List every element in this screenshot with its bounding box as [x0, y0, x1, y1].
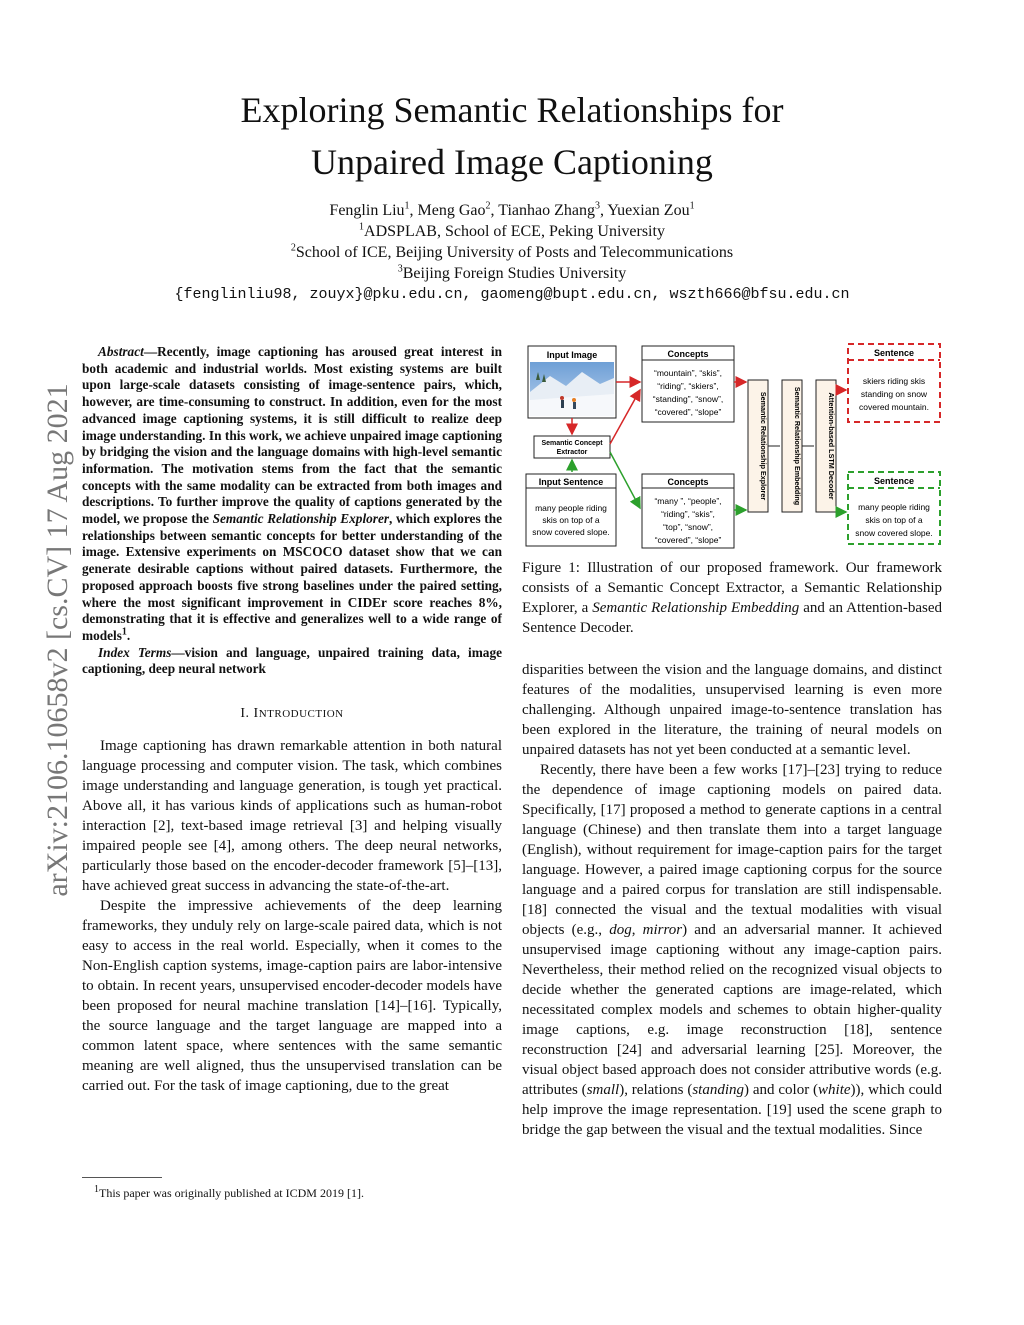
abstract-label: Abstract: [98, 344, 144, 359]
abstract: [82, 344, 502, 645]
index-terms-label: Index Terms: [98, 644, 172, 660]
input-sentence-line: snow covered slope.: [532, 527, 610, 537]
affiliation-text: School of ICE, Beijing University of Posts and Telecommunications: [295, 244, 734, 261]
concept-words: “many ”, “people”,: [654, 496, 722, 506]
concept-words: “riding”, “skis”,: [661, 509, 715, 519]
caption-text: Figure 1: Illustration of our proposed framework. Our framework consists of a Semantic Concept Extractor, a Semantic Relationship Explorer, a: [522, 560, 942, 616]
author-emails: {fenglinliu98, zouyx}@pku.edu.cn, gaomeng@bupt.edu.cn, wszth666@bfsu.edu.cn: [174, 286, 850, 303]
caption-text-end: and an Attention-based Sentence Decoder.: [522, 600, 942, 636]
author-name: Tianhao Zhang: [498, 202, 595, 219]
text-run: ) and color (: [744, 1082, 819, 1098]
section-title-initial: I: [253, 706, 259, 722]
left-column: [82, 344, 502, 1096]
explorer-label: Semantic Relationship Explorer: [759, 391, 768, 501]
affiliation-mark: 1: [359, 221, 365, 233]
output-sentence-bottom-label: Sentence: [873, 476, 915, 486]
output-sentence-line: skis on top of a: [865, 515, 923, 525]
text-run: Recently, there have been a few works [17]–[23] trying to reduce the dependence of image captioning models on paired data. Specifically, [17] proposed a method to generate captions in a central language (Chinese) and then translate them into a target language (English), without requirement for image-caption pairs for the target language. However, a paired image captioning corpus for the source language and a paired corpus for translation are still indispensable. [18] connected the visual and the textual modalities with visual objects (e.g.,: [522, 762, 942, 938]
concept-words: “standing”, “snow”,: [652, 394, 724, 404]
index-terms: [82, 645, 502, 678]
title-line-2: Unpaired Image Captioning: [311, 142, 713, 182]
output-sentence-line: standing on snow: [860, 389, 928, 399]
right-paragraph-1: disparities between the vision and the language domains, and distinct features of the modalities, unsupervised learning is even more challenging. Although unpaired image-to-sentence translation has been explored in the literature, the training of neural models on unpaired datasets has not yet been conducted at a semantic level.: [522, 662, 942, 758]
text-run: ) and an adversarial manner. It achieved unsupervised image captioning without any image-caption pairs. Nevertheless, their method relied on the recognized visual objects to decide whether the generated captions are image-related, which necessitated complex models and schemes to obtain higher-quality image captions, e.g. image reconstruction [18], sentence reconstruction [24] and adversarial learning [25]. Moreover, the visual object based approach does not consider attributive words (e.g. attributes (: [522, 922, 943, 1098]
author-affiliation-mark: 2: [485, 200, 491, 212]
section-title-rest: NTRODUCTION: [258, 708, 344, 721]
framework-figure: [522, 340, 942, 552]
footnote-mark: 1: [121, 626, 127, 638]
right-column: [522, 660, 942, 1140]
affiliation-mark: 3: [397, 263, 403, 275]
output-sentence-line: many people riding: [858, 502, 930, 512]
paper-title: [0, 84, 1024, 188]
concepts-bottom-label: Concepts: [667, 477, 709, 487]
italic-word: standing: [692, 1082, 744, 1098]
concept-words: “top”, “snow”,: [662, 522, 714, 532]
author-block: [0, 200, 1024, 305]
author-name: Fenglin Liu: [329, 202, 405, 219]
concept-words: “riding”, “skiers”,: [657, 381, 719, 391]
abstract-emphasis: Semantic Relationship Explorer: [212, 511, 390, 527]
text-run: ,: [631, 922, 643, 938]
author-name: Yuexian Zou: [607, 202, 690, 219]
input-sentence-label: Input Sentence: [538, 477, 604, 487]
abstract-text: —Recently, image captioning has aroused great interest in both academic and industrial worlds. Most existing systems are built upon large-scale datasets consisting of image-sentence pairs, which, however, are time-consuming to construct. In addition, even for the most advanced image captioning systems, it is still difficult to realize deep image understanding. In this work, we achieve unpaired image captioning by bridging the vision and the language domains with high-level semantic information. The motivation stems from the fact that the semantic concepts with the same modality can be extracted from both images and descriptions. To further improve the quality of captions generated by the model, we propose the: [82, 344, 502, 527]
input-sentence-line: many people riding: [535, 503, 607, 513]
affiliation-text: ADSPLAB, School of ECE, Peking University: [364, 223, 665, 240]
input-image-label: Input Image: [546, 350, 598, 360]
author-name: Meng Gao: [417, 202, 486, 219]
author-affiliation-mark: 3: [594, 200, 600, 212]
affiliation-mark: 2: [290, 242, 296, 254]
output-sentence-top-label: Sentence: [873, 348, 915, 358]
italic-word: white: [818, 1082, 851, 1098]
italic-word: small: [586, 1082, 620, 1098]
footnote-text: This paper was originally published at ICDM 2019 [1].: [99, 1186, 364, 1200]
caption-emphasis: Semantic Relationship Embedding: [592, 600, 800, 616]
input-sentence-line: skis on top of a: [542, 515, 600, 525]
author-list: Fenglin Liu$^1$, Meng Gao$^2$, Tianhao Zhang$^3$, Yuexian Zou$^1$: [329, 200, 695, 219]
concept-words: “covered”, “slope”: [654, 535, 722, 545]
abstract-text-2: , which explores the relationships between semantic concepts for better understanding of the image. Extensive experiments on MSCOCO dataset show that we can generate desirable captions without paired datasets. Furthermore, the proposed approach boosts five strong baselines under the paired setting, where the most significant improvement in CIDEr score reaches 8%, demonstrating that it is effective and generalizes well to a wide range of models: [82, 511, 502, 643]
italic-word: mirror: [642, 922, 683, 938]
extractor-label-line-2: Extractor: [556, 449, 588, 456]
affiliation-line: [0, 242, 1024, 263]
footnote-number: 1: [94, 1184, 99, 1195]
text-run: ), relations (: [619, 1082, 693, 1098]
figure-caption: [522, 558, 942, 638]
right-paragraph-2: [522, 760, 942, 1140]
concepts-top-label: Concepts: [667, 349, 709, 359]
affiliation-text: Beijing Foreign Studies University: [402, 265, 627, 282]
embedding-label: Semantic Relationship Embedding: [793, 386, 802, 506]
affiliation-line: [0, 221, 1024, 242]
footnote-rule: [82, 1177, 162, 1178]
section-number: I.: [240, 706, 250, 722]
affiliation-line: [0, 263, 1024, 284]
author-affiliation-mark: 1: [404, 200, 410, 212]
author-affiliation-mark: 1: [689, 200, 695, 212]
intro-paragraph-2: Despite the impressive achievements of the deep learning frameworks, they unduly rely on large-scale paired data, which is not easy to access in the real world. Especially, when it comes to the Non-English caption systems, image-caption pairs are labor-intensive to obtain. In recent years, unsupervised encoder-decoder models have been proposed for neural machine translation [14]–[16]. Typically, the source language and the target language are mapped into a common latent space, where sentences with the same semantic meaning are well aligned, thus the unsupervised translation can be carried out. For the task of image captioning, due to the great: [82, 898, 502, 1095]
title-line-1: Exploring Semantic Relationships for: [240, 90, 784, 130]
abstract-end: .: [126, 627, 131, 643]
concept-words: “covered”, “slope”: [654, 407, 722, 417]
text-run: )), which could help improve the image representation. [19] used the scene graph to bridge the gap between the visual and the textual modalities. Since: [522, 1082, 942, 1138]
index-terms-text: —vision and language, unpaired training data, image captioning, deep neural network: [82, 644, 502, 677]
footnote: [82, 1186, 502, 1201]
output-sentence-line: skiers riding skis: [862, 376, 926, 386]
section-heading: [82, 704, 502, 724]
ski-photo: [530, 362, 614, 416]
output-sentence-line: snow covered slope.: [855, 528, 933, 538]
intro-paragraph-1: Image captioning has drawn remarkable attention in both natural language processing and computer vision. The task, which combines image understanding and language generation, is tough yet practical. Above all, it has various kinds of applications such as human-robot interaction [2], text-based image retrieval [3] and helping visually impaired people see [4], among others. The deep neural networks, particularly those based on the encoder-decoder framework [5]–[13], have achieved great success in advancing the state-of-the-art.: [82, 738, 502, 895]
output-sentence-line: covered mountain.: [859, 402, 929, 412]
arxiv-identifier: arXiv:2106.10658v2 [cs.CV] 17 Aug 2021: [41, 383, 74, 897]
extractor-label-line-1: Semantic Concept: [541, 440, 603, 447]
concept-words: “mountain”, “skis”,: [653, 368, 723, 378]
italic-word: dog: [609, 922, 632, 938]
decoder-label: Attention-based LSTM Decoder: [827, 392, 836, 500]
